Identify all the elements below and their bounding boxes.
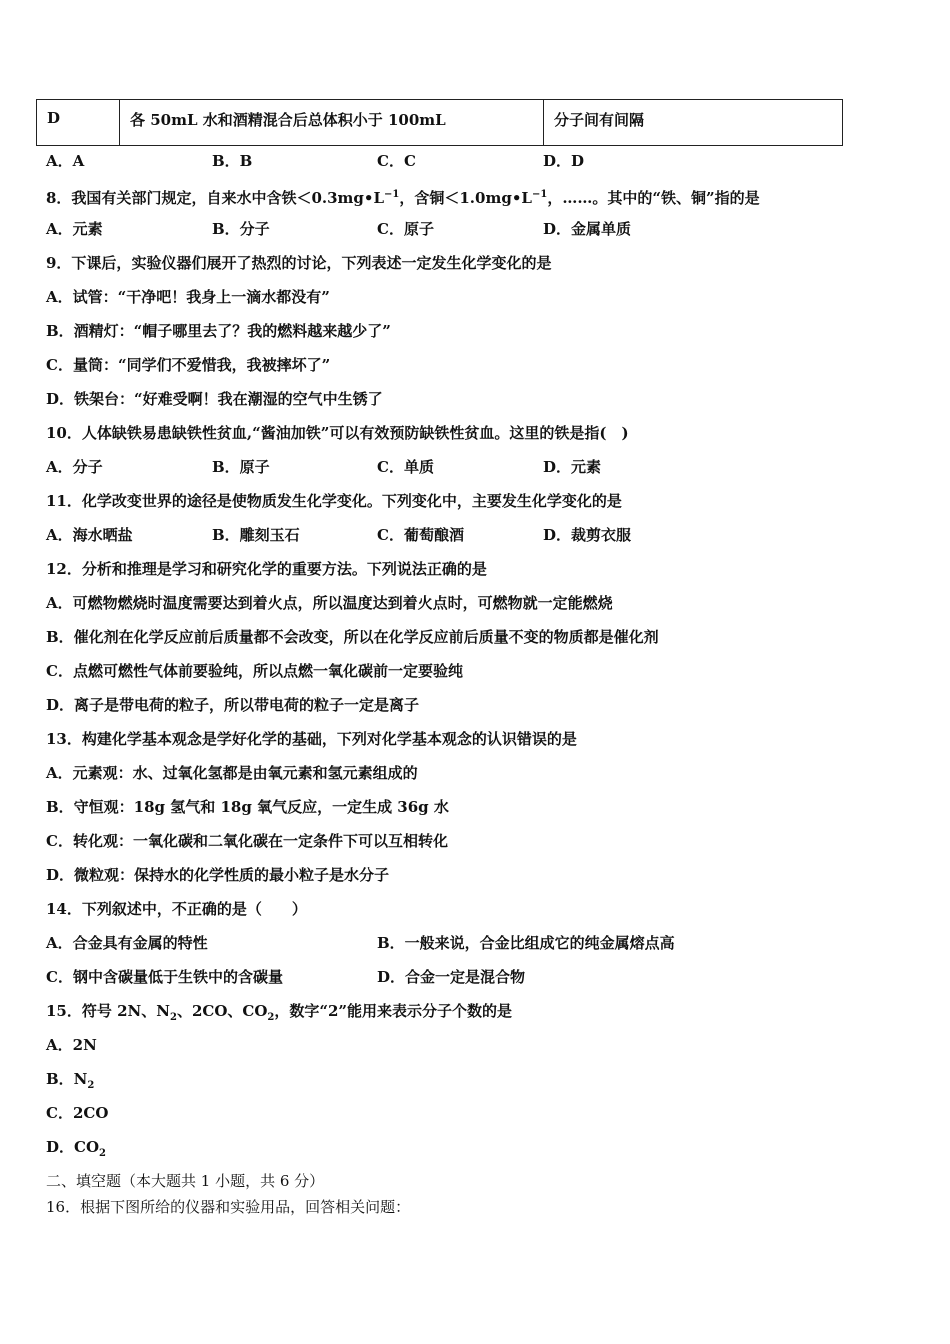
section-heading: 二、填空题（本大题共 1 小题，共 6 分） — [46, 1172, 325, 1190]
q10-option-d: D．元素 — [543, 458, 602, 476]
q12-option-d: D．离子是带电荷的粒子，所以带电荷的粒子一定是离子 — [46, 696, 420, 714]
q8-stem: 8．我国有关部门规定，自来水中含铁$<0.3mg•L^{-1}$，含铜$<1.0mg•L^{-1}$，……。其中的“铁、铜”指的是 — [46, 189, 760, 207]
q11-stem: 11．化学改变世界的途径是使物质发生化学变化。下列变化中，主要发生化学变化的是 — [46, 492, 622, 510]
q9-option-d: D．铁架台：“好难受啊！我在潮湿的空气中生锈了 — [46, 390, 383, 408]
q9-stem: 9．下课后，实验仪器们展开了热烈的讨论，下列表述一定发生化学变化的是 — [46, 254, 552, 272]
q9-option-a: A．试管：“干净吧！我身上一滴水都没有” — [46, 288, 330, 306]
q10-option-c: C．单质 — [377, 458, 434, 476]
q15-option-b: B．$N_2$ — [46, 1070, 95, 1091]
q10-option-b: B．原子 — [212, 458, 270, 476]
table-cell-fact: 各 50mL 水和酒精混合后总体积小于 100mL — [120, 100, 544, 146]
q8-option-d: D．金属单质 — [543, 220, 632, 238]
q12-stem: 12．分析和推理是学习和研究化学的重要方法。下列说法正确的是 — [46, 560, 487, 578]
q11-option-d: D．裁剪衣服 — [543, 526, 632, 544]
q15-option-a: A．2N — [46, 1036, 97, 1054]
q15-option-d: D．$CO_2$ — [46, 1138, 106, 1159]
q13-option-b: B．守恒观：18g 氢气和 18g 氧气反应，一定生成 36g 水 — [46, 798, 449, 816]
q9-option-b: B．酒精灯：“帽子哪里去了？我的燃料越来越少了” — [46, 322, 391, 340]
q14-option-d: D．合金一定是混合物 — [377, 968, 526, 986]
q14-option-c: C．钢中含碳量低于生铁中的含碳量 — [46, 968, 283, 986]
q14-option-b: B．一般来说，合金比组成它的纯金属熔点高 — [377, 934, 675, 952]
answer-table — [36, 99, 843, 146]
q7-option-c: C．C — [377, 152, 416, 170]
q11-option-c: C．葡萄酿酒 — [377, 526, 464, 544]
q12-option-b: B．催化剂在化学反应前后质量都不会改变，所以在化学反应前后质量不变的物质都是催化剂 — [46, 628, 659, 646]
q7-option-d: D．D — [543, 152, 585, 170]
q9-option-c: C．量筒：“同学们不爱惜我，我被摔坏了” — [46, 356, 331, 374]
q16-stem: 16．根据下图所给的仪器和实验用品，回答相关问题： — [46, 1198, 411, 1216]
q14-stem: 14．下列叙述中，不正确的是（ ） — [46, 900, 307, 918]
q12-option-c: C．点燃可燃性气体前要验纯，所以点燃一氧化碳前一定要验纯 — [46, 662, 463, 680]
q8-option-a: A．元素 — [46, 220, 103, 238]
q10-stem: 10．人体缺铁易患缺铁性贫血,“酱油加铁”可以有效预防缺铁性贫血。这里的铁是指( ) — [46, 424, 629, 442]
q13-option-a: A．元素观：水、过氧化氢都是由氧元素和氢元素组成的 — [46, 764, 418, 782]
q7-option-a: A．A — [46, 152, 85, 170]
q15-option-c: C．2CO — [46, 1104, 109, 1122]
table-cell-explanation: 分子间有间隔 — [544, 100, 843, 146]
q14-option-a: A．合金具有金属的特性 — [46, 934, 208, 952]
q8-option-c: C．原子 — [377, 220, 434, 238]
q13-option-d: D．微粒观：保持水的化学性质的最小粒子是水分子 — [46, 866, 390, 884]
q12-option-a: A．可燃物燃烧时温度需要达到着火点，所以温度达到着火点时，可燃物就一定能燃烧 — [46, 594, 613, 612]
q10-option-a: A．分子 — [46, 458, 103, 476]
table-row — [37, 100, 843, 146]
table-cell-option: D — [37, 100, 120, 146]
q11-option-a: A．海水晒盐 — [46, 526, 133, 544]
q11-option-b: B．雕刻玉石 — [212, 526, 300, 544]
q15-stem: 15．符号 2N、$N_2$、2CO、$CO_2$，数字“2”能用来表示分子个数的是 — [46, 1002, 513, 1023]
q7-option-b: B．B — [212, 152, 253, 170]
q13-option-c: C．转化观：一氧化碳和二氧化碳在一定条件下可以互相转化 — [46, 832, 448, 850]
q8-option-b: B．分子 — [212, 220, 270, 238]
q13-stem: 13．构建化学基本观念是学好化学的基础，下列对化学基本观念的认识错误的是 — [46, 730, 577, 748]
